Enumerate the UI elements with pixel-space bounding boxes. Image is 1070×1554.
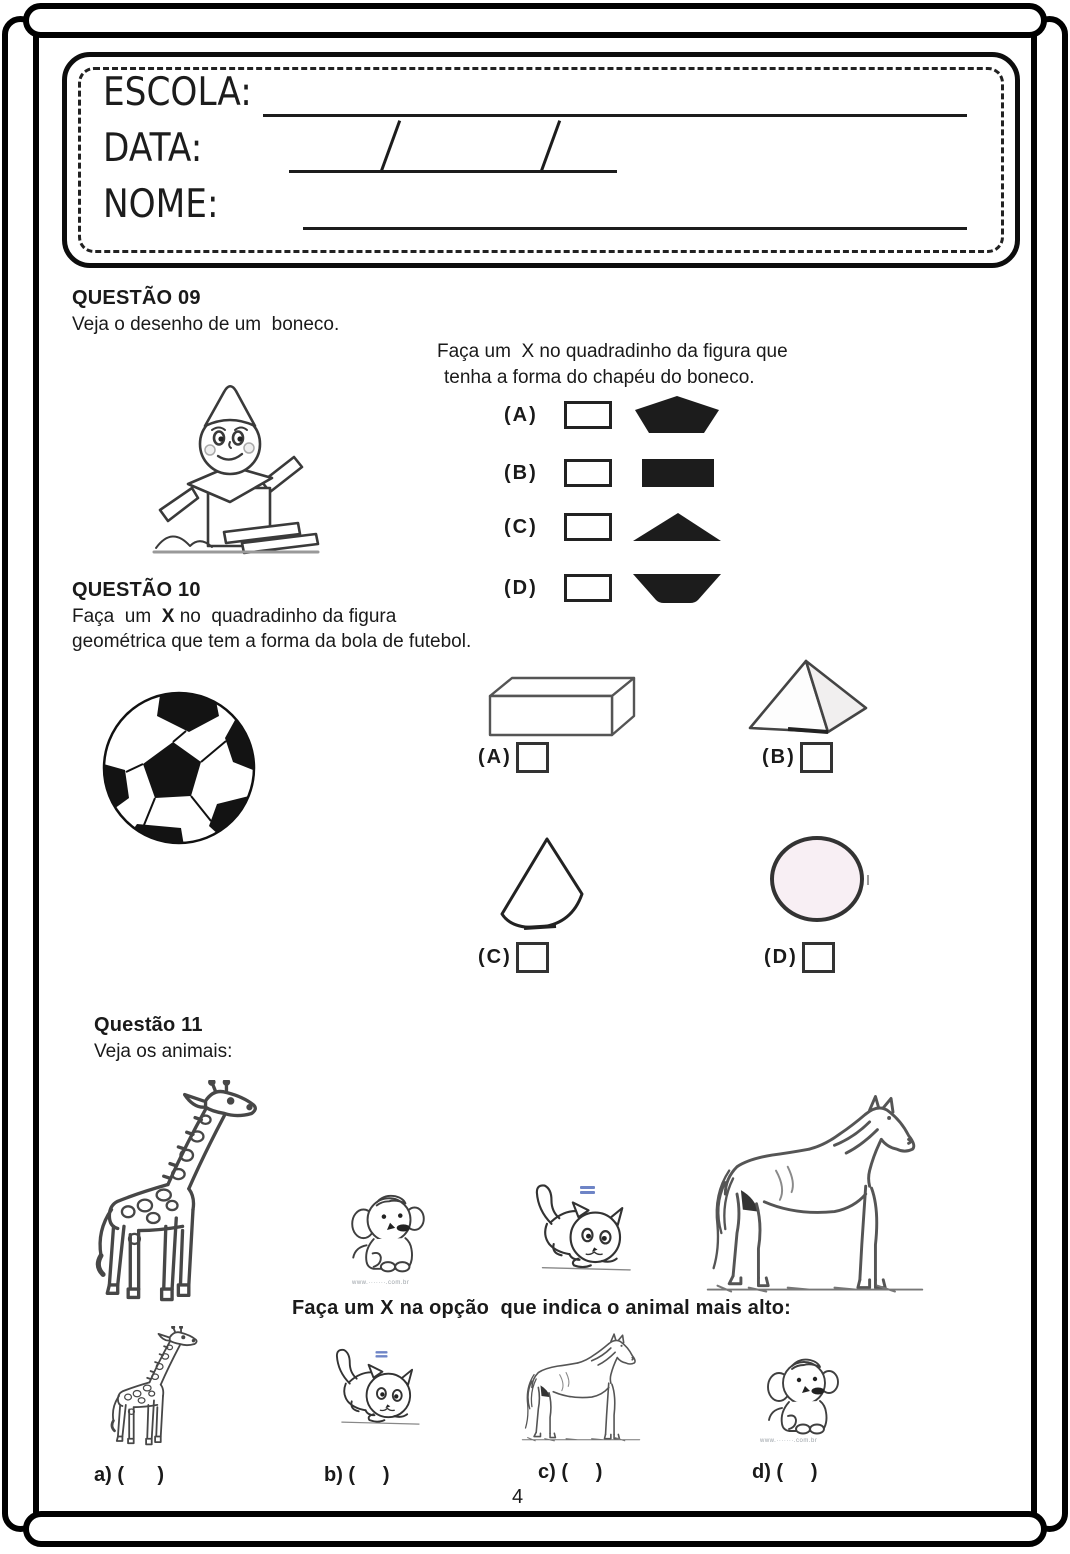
- q10-line1-bold-x: X: [161, 606, 175, 627]
- q10-option-c-label: (C): [478, 946, 512, 968]
- puppy-small-drawing: [748, 1350, 858, 1440]
- cone-shape: [490, 834, 604, 936]
- date-label: DATA:: [103, 126, 203, 171]
- q10-line1-post: no quadradinho da figura: [174, 606, 397, 627]
- q09-option-b: [504, 457, 722, 489]
- rectangle-shape: [634, 457, 722, 489]
- q09-option-d-checkbox[interactable]: [564, 574, 612, 602]
- q10-option-c-checkbox[interactable]: [516, 942, 549, 973]
- triangle-shape: [632, 511, 722, 543]
- q11-intro: Veja os animais:: [94, 1041, 233, 1062]
- giraffe-small-drawing: [104, 1326, 222, 1450]
- q09-option-a-label: (A): [504, 403, 538, 426]
- q10-option-d-label: (D): [764, 946, 798, 968]
- q10-text-line2: geométrica que tem a forma da bola de futebol.: [72, 631, 472, 652]
- boneco-figure: [126, 380, 348, 556]
- q09-option-b-checkbox[interactable]: [564, 459, 612, 487]
- sphere-shape: [768, 834, 874, 926]
- q09-title: QUESTÃO 09: [72, 287, 201, 309]
- q10-title: QUESTÃO 10: [72, 579, 201, 601]
- q10-option-c: [478, 942, 549, 973]
- identification-box: [62, 52, 1020, 268]
- q09-instruction-line1: Faça um X no quadradinho da figura que: [437, 341, 788, 362]
- q11-instruction: Faça um X na opção que indica o animal mais alto:: [292, 1297, 792, 1319]
- rectangular-box-shape: [486, 674, 656, 738]
- soccer-ball-figure: [97, 686, 261, 850]
- puppy-watermark: www.·······.com.br: [352, 1280, 410, 1286]
- horse-large-drawing: [698, 1088, 932, 1302]
- pyramid-shape: [746, 656, 874, 738]
- date-fill-line[interactable]: [289, 170, 617, 173]
- q10-option-a: [478, 742, 549, 773]
- q11-answer-d[interactable]: d) ( ): [752, 1461, 818, 1483]
- q10-option-a-label: (A): [478, 746, 512, 768]
- q11-answer-b[interactable]: b) ( ): [324, 1464, 390, 1486]
- q09-option-c-checkbox[interactable]: [564, 513, 612, 541]
- q11-answer-a[interactable]: a) ( ): [94, 1464, 164, 1486]
- name-label: NOME:: [103, 182, 219, 227]
- q10-option-b: [762, 742, 833, 773]
- q10-option-b-checkbox[interactable]: [800, 742, 833, 773]
- q09-option-c: [504, 511, 722, 543]
- giraffe-large-drawing: [84, 1080, 302, 1310]
- q09-option-a-checkbox[interactable]: [564, 401, 612, 429]
- q10-text-line1: [72, 605, 396, 629]
- q09-intro: Veja o desenho de um boneco.: [72, 314, 340, 335]
- q09-option-c-label: (C): [504, 515, 538, 538]
- q11-title: Questão 11: [94, 1014, 203, 1036]
- q10-option-a-checkbox[interactable]: [516, 742, 549, 773]
- kitten-large-drawing: [520, 1174, 638, 1286]
- q09-option-a: [504, 396, 722, 434]
- q09-option-d: [504, 572, 722, 604]
- puppy-large-drawing: [342, 1184, 434, 1280]
- school-label: ESCOLA:: [103, 70, 252, 115]
- q10-option-b-label: (B): [762, 746, 796, 768]
- q10-option-d-checkbox[interactable]: [802, 942, 835, 973]
- q11-answer-c[interactable]: c) ( ): [538, 1461, 603, 1483]
- pentagon-shape: [634, 396, 722, 434]
- trapezoid-shape: [632, 572, 722, 604]
- kitten-small-drawing: [320, 1342, 428, 1436]
- kitten-watermark-stamp: [580, 1186, 595, 1197]
- kitten-small-watermark-stamp: [376, 1351, 388, 1360]
- q10-option-d: [764, 942, 835, 973]
- q10-line1-pre: Faça um: [72, 606, 162, 627]
- horse-small-drawing: [506, 1332, 656, 1444]
- q09-option-b-label: (B): [504, 461, 538, 484]
- page-number: 4: [512, 1486, 524, 1508]
- name-fill-line[interactable]: [303, 227, 967, 230]
- puppy-small-watermark: www.·······.com.br: [760, 1438, 818, 1444]
- q09-option-d-label: (D): [504, 576, 538, 599]
- q09-instruction-line2: tenha a forma do chapéu do boneco.: [444, 367, 755, 388]
- school-fill-line[interactable]: [263, 114, 967, 117]
